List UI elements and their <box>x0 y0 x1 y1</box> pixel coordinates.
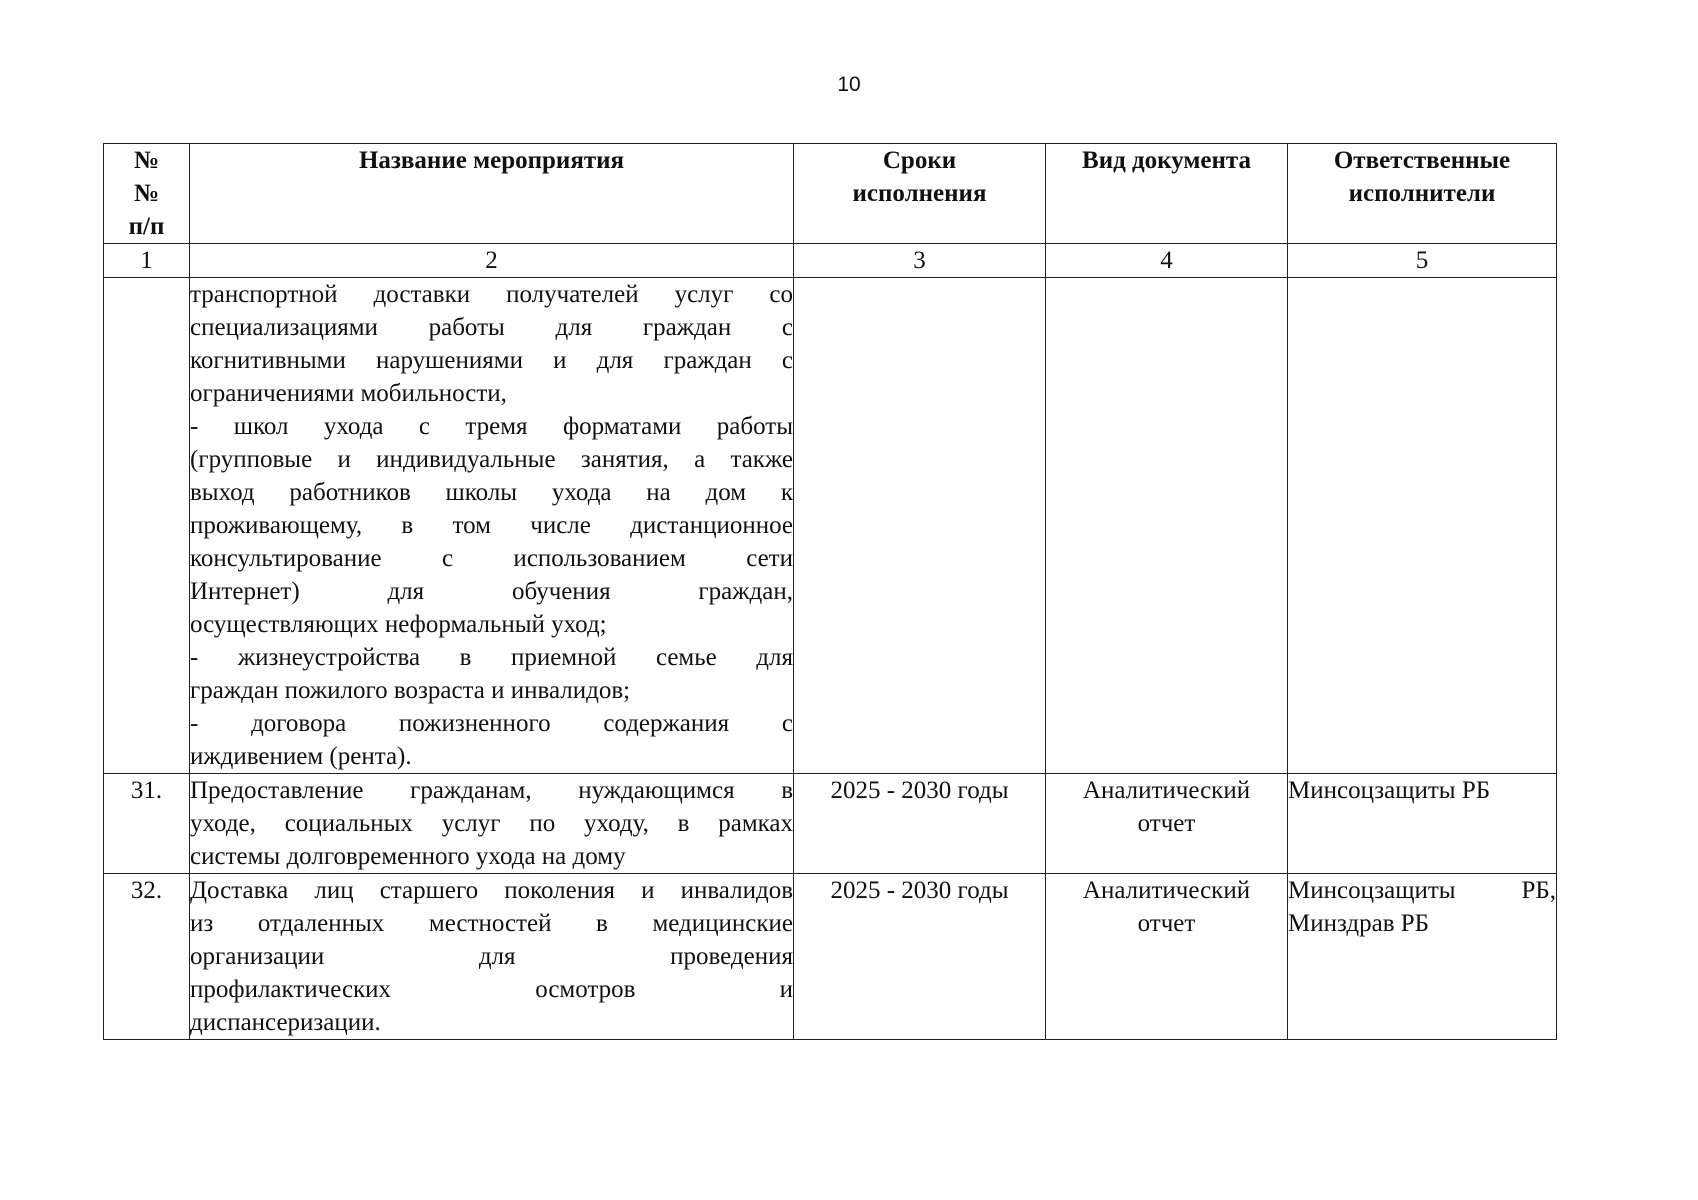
row-doc-type <box>1046 278 1288 774</box>
name-line: диспансеризации. <box>190 1009 381 1036</box>
column-number: 1 <box>104 244 190 278</box>
name-line: консультирование с использованием сети <box>190 545 793 572</box>
column-number: 2 <box>190 244 794 278</box>
row-name <box>190 774 794 874</box>
table-row <box>104 774 1557 874</box>
responsible-line: Минсоцзащиты РБ, <box>1288 877 1556 904</box>
table-row <box>104 874 1557 1040</box>
name-line: Предоставление гражданам, нуждающимся в <box>190 777 793 804</box>
name-line: - школ ухода с тремя форматами работы <box>190 413 793 440</box>
column-number: 3 <box>794 244 1046 278</box>
name-line: (групповые и индивидуальные занятия, а также <box>190 446 793 473</box>
row-name <box>190 278 794 774</box>
row-num: 32. <box>104 874 190 1040</box>
name-line: проживающему, в том числе дистанционное <box>190 512 793 539</box>
responsible-line: Минсоцзащиты РБ <box>1288 777 1491 804</box>
name-line: - договора пожизненного содержания с <box>190 710 793 737</box>
header-deadline: Сроки исполнения <box>794 144 1046 244</box>
row-num: 31. <box>104 774 190 874</box>
name-line: граждан пожилого возраста и инвалидов; <box>190 677 631 704</box>
header-name: Название мероприятия <box>190 144 794 244</box>
row-responsible <box>1288 774 1557 874</box>
name-line: - жизнеустройства в приемной семье для <box>190 644 793 671</box>
name-line: Интернет) для обучения граждан, <box>190 578 793 605</box>
name-line: транспортной доставки получателей услуг со <box>190 281 793 308</box>
row-deadline: 2025 - 2030 годы <box>794 874 1046 1040</box>
row-responsible <box>1288 278 1557 774</box>
table-header-row <box>104 144 1557 244</box>
name-line: из отдаленных местностей в медицинские <box>190 910 793 937</box>
name-line: профилактических осмотров и <box>190 976 793 1003</box>
column-number: 5 <box>1288 244 1557 278</box>
name-line: когнитивными нарушениями и для граждан с <box>190 347 793 374</box>
row-doc-type: Аналитический отчет <box>1046 874 1288 1040</box>
measures-table <box>103 143 1557 1040</box>
name-line: организации для проведения <box>190 943 793 970</box>
name-line: уходе, социальных услуг по уходу, в рамках <box>190 810 793 837</box>
row-name <box>190 874 794 1040</box>
name-line: системы долговременного ухода на дому <box>190 843 626 870</box>
row-responsible <box>1288 874 1557 1040</box>
name-line: специализациями работы для граждан с <box>190 314 793 341</box>
name-line: иждивением (рента). <box>190 743 412 770</box>
name-line: Доставка лиц старшего поколения и инвалидов <box>190 877 793 904</box>
page-number: 10 <box>837 73 861 96</box>
row-num <box>104 278 190 774</box>
name-line: ограничениями мобильности, <box>190 380 507 407</box>
responsible-line: Минздрав РБ <box>1288 910 1430 937</box>
name-line: осуществляющих неформальный уход; <box>190 611 607 638</box>
header-responsible: Ответственные исполнители <box>1288 144 1557 244</box>
name-line: выход работников школы ухода на дом к <box>190 479 793 506</box>
row-deadline <box>794 278 1046 774</box>
column-number: 4 <box>1046 244 1288 278</box>
row-deadline: 2025 - 2030 годы <box>794 774 1046 874</box>
header-doc-type: Вид документа <box>1046 144 1288 244</box>
column-numbers-row <box>104 244 1557 278</box>
header-num: №№ п/п <box>104 144 190 244</box>
table-row-continued <box>104 278 1557 774</box>
row-doc-type: Аналитический отчет <box>1046 774 1288 874</box>
